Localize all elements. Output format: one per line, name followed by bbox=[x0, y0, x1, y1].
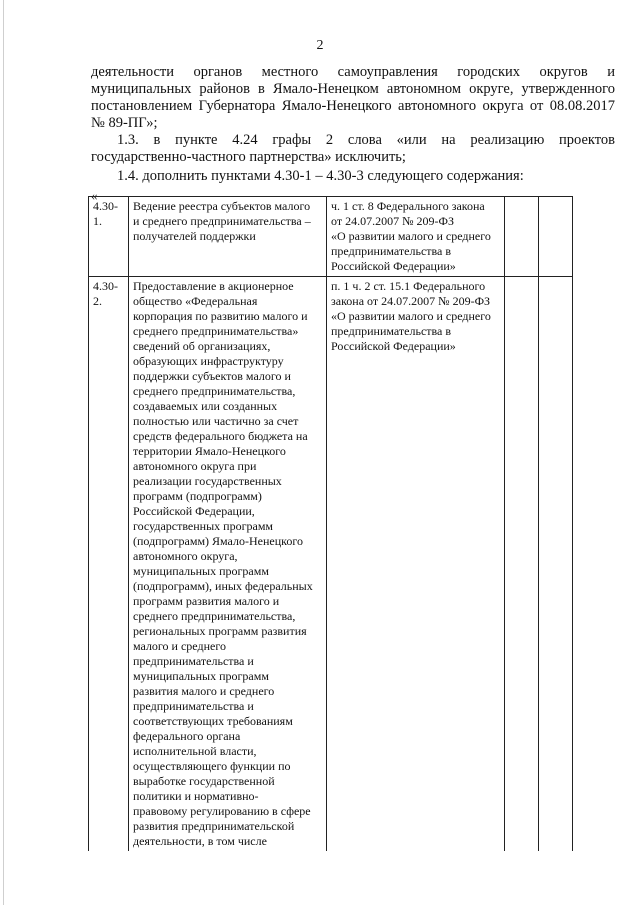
page-number: 2 bbox=[316, 38, 324, 53]
function-cell bbox=[129, 277, 327, 852]
legal-basis-text: ч. 1 ст. 8 Федерального закона от 24.07.2007 № 209-ФЗ «О развитии малого и среднего предпринимательства в Российской Федерации» bbox=[331, 199, 491, 273]
function-text: Предоставление в акционерное общество «Федеральная корпорация по развитию малого и среднего предпринимательства» сведений об организациях, образующих инфраструктуру поддержки субъектов малого и среднего предпринимательства, создаваемых или созданных полностью или частично за счет средств федерального бюджета на территории Ямало-Ненецкого автономного округа при реализации государственных программ (подпрограмм) Российской Федерации, государственных программ (подпрограмм) Ямало-Ненецкого автономного округа, муниципальных программ (подпрограмм), иных федеральных программ развития малого и среднего предпринимательства, региональных программ развития малого и среднего предпринимательства и муниципальных программ развития малого и среднего предпринимательства и соответствующих требованиям федерального органа исполнительной власти, осуществляющего функции по выработке государственной политики и нормативно- правовому регулированию в сфере развития предпринимательской деятельности, в том числе bbox=[133, 279, 313, 848]
function-text: Ведение реестра субъектов малого и среднего предпринимательства – получателей поддержки bbox=[133, 199, 311, 243]
empty-cell bbox=[539, 277, 573, 852]
row-number: 4.30-2. bbox=[93, 279, 118, 308]
paragraph-line: 1.4. дополнить пунктами 4.30-1 – 4.30-3 следующего содержания: bbox=[117, 168, 524, 184]
opening-quote-mark: « bbox=[91, 188, 98, 203]
legal-basis-cell bbox=[327, 197, 505, 277]
legal-basis-text: п. 1 ч. 2 ст. 15.1 Федерального закона от 24.07.2007 № 209-ФЗ «О развитии малого и среднего предпринимательства в Российской Федерации» bbox=[331, 279, 491, 353]
paragraph-line: деятельности органов местного самоуправления городских округов и bbox=[91, 64, 615, 80]
paragraph-line: 1.3. в пункте 4.24 графы 2 слова «или на реализацию проектов bbox=[117, 132, 615, 148]
paragraph-line: постановлением Губернатора Ямало-Ненецкого автономного округа от 08.08.2017 bbox=[91, 98, 615, 114]
table-row bbox=[89, 197, 573, 277]
paragraph-line: государственно-частного партнерства» исключить; bbox=[91, 149, 406, 165]
legal-basis-cell bbox=[327, 277, 505, 852]
row-number-cell bbox=[89, 277, 129, 852]
row-number: 4.30-1. bbox=[93, 199, 118, 228]
scan-edge-line bbox=[3, 0, 4, 905]
paragraph-line: муниципальных районов в Ямало-Ненецком автономном округе, утвержденного bbox=[91, 81, 615, 97]
table-row bbox=[89, 277, 573, 852]
paragraph-item-1-3 bbox=[91, 132, 615, 166]
paragraph-item-1-4 bbox=[91, 168, 615, 185]
empty-cell bbox=[539, 197, 573, 277]
amendment-table bbox=[88, 196, 573, 851]
function-cell bbox=[129, 197, 327, 277]
row-number-cell bbox=[89, 197, 129, 277]
empty-cell bbox=[505, 277, 539, 852]
paragraph-line: № 89-ПГ»; bbox=[91, 115, 158, 131]
paragraph-continuation bbox=[91, 64, 615, 132]
empty-cell bbox=[505, 197, 539, 277]
